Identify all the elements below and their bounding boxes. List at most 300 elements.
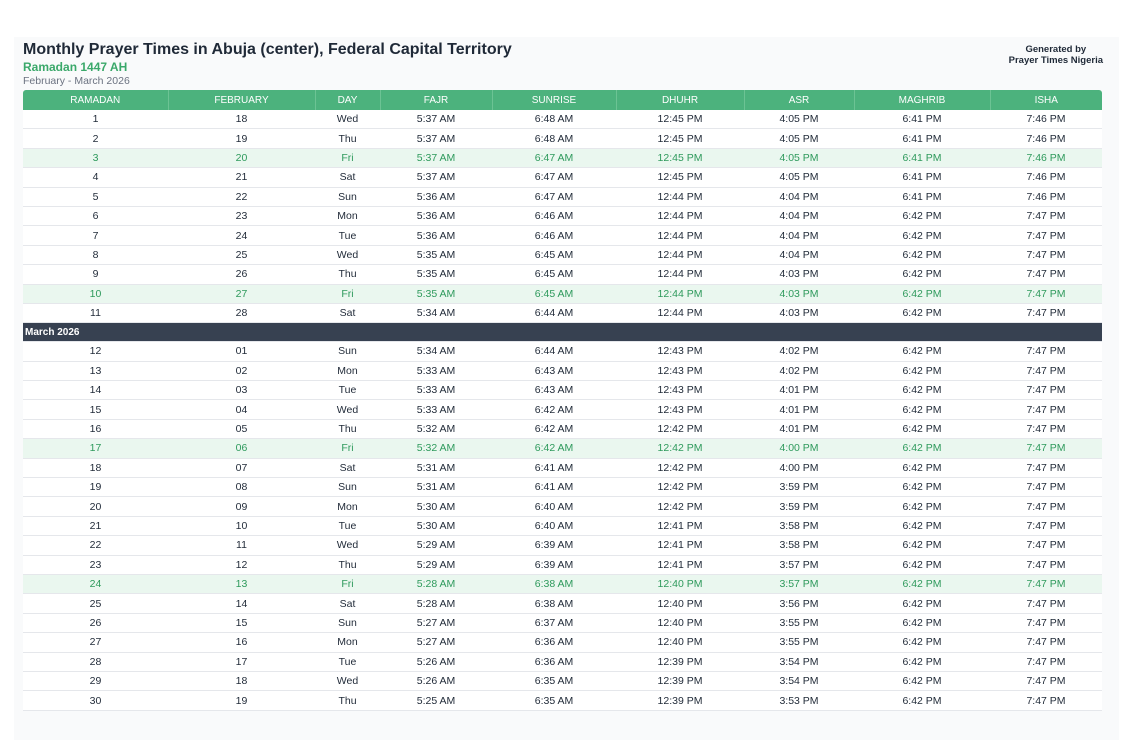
table-row: [23, 458, 1102, 477]
cell-day: Sat: [315, 168, 380, 187]
cell-day: Tue: [315, 516, 380, 535]
cell-ramadan: 27: [23, 633, 168, 652]
cell-fajr: 5:27 AM: [380, 633, 492, 652]
cell-date: 10: [168, 516, 315, 535]
cell-day: Thu: [315, 691, 380, 710]
cell-isha: 7:47 PM: [990, 419, 1102, 438]
cell-day: Wed: [315, 110, 380, 129]
cell-ramadan: 25: [23, 594, 168, 613]
cell-date: 17: [168, 652, 315, 671]
cell-dhuhr: 12:40 PM: [616, 613, 744, 632]
cell-sunrise: 6:36 AM: [492, 652, 616, 671]
cell-asr: 4:05 PM: [744, 110, 854, 129]
cell-day: Tue: [315, 226, 380, 245]
table-row: [23, 187, 1102, 206]
cell-date: 19: [168, 129, 315, 148]
cell-isha: 7:47 PM: [990, 361, 1102, 380]
cell-fajr: 5:30 AM: [380, 516, 492, 535]
cell-isha: 7:47 PM: [990, 497, 1102, 516]
cell-maghrib: 6:42 PM: [854, 381, 990, 400]
cell-dhuhr: 12:42 PM: [616, 478, 744, 497]
table-row: [23, 419, 1102, 438]
cell-dhuhr: 12:39 PM: [616, 671, 744, 690]
cell-maghrib: 6:42 PM: [854, 633, 990, 652]
cell-fajr: 5:26 AM: [380, 671, 492, 690]
cell-fajr: 5:27 AM: [380, 613, 492, 632]
column-header-asr: ASR: [744, 90, 854, 110]
date-range: February - March 2026: [23, 75, 130, 87]
cell-sunrise: 6:37 AM: [492, 613, 616, 632]
table-row: [23, 303, 1102, 322]
cell-asr: 3:56 PM: [744, 594, 854, 613]
cell-maghrib: 6:42 PM: [854, 206, 990, 225]
cell-sunrise: 6:45 AM: [492, 284, 616, 303]
cell-sunrise: 6:40 AM: [492, 516, 616, 535]
cell-isha: 7:47 PM: [990, 400, 1102, 419]
table-row: [23, 284, 1102, 303]
cell-ramadan: 9: [23, 265, 168, 284]
cell-date: 24: [168, 226, 315, 245]
cell-day: Sun: [315, 342, 380, 361]
cell-isha: 7:47 PM: [990, 245, 1102, 264]
cell-dhuhr: 12:44 PM: [616, 284, 744, 303]
cell-asr: 4:03 PM: [744, 303, 854, 322]
cell-day: Wed: [315, 671, 380, 690]
cell-sunrise: 6:47 AM: [492, 187, 616, 206]
table-row: [23, 478, 1102, 497]
cell-asr: 4:05 PM: [744, 148, 854, 167]
cell-isha: 7:47 PM: [990, 555, 1102, 574]
cell-day: Sat: [315, 303, 380, 322]
cell-maghrib: 6:42 PM: [854, 439, 990, 458]
cell-maghrib: 6:41 PM: [854, 187, 990, 206]
cell-asr: 3:57 PM: [744, 555, 854, 574]
cell-date: 27: [168, 284, 315, 303]
cell-asr: 4:04 PM: [744, 187, 854, 206]
cell-isha: 7:47 PM: [990, 439, 1102, 458]
cell-day: Sun: [315, 613, 380, 632]
cell-ramadan: 30: [23, 691, 168, 710]
cell-day: Thu: [315, 555, 380, 574]
cell-fajr: 5:32 AM: [380, 419, 492, 438]
cell-maghrib: 6:42 PM: [854, 400, 990, 419]
cell-sunrise: 6:35 AM: [492, 691, 616, 710]
cell-fajr: 5:34 AM: [380, 303, 492, 322]
cell-sunrise: 6:45 AM: [492, 245, 616, 264]
cell-fajr: 5:34 AM: [380, 342, 492, 361]
cell-fajr: 5:29 AM: [380, 536, 492, 555]
cell-asr: 4:04 PM: [744, 245, 854, 264]
cell-ramadan: 1: [23, 110, 168, 129]
table-row: [23, 516, 1102, 535]
cell-ramadan: 29: [23, 671, 168, 690]
cell-dhuhr: 12:44 PM: [616, 303, 744, 322]
cell-dhuhr: 12:42 PM: [616, 497, 744, 516]
cell-asr: 3:54 PM: [744, 652, 854, 671]
cell-ramadan: 7: [23, 226, 168, 245]
cell-isha: 7:47 PM: [990, 652, 1102, 671]
cell-maghrib: 6:42 PM: [854, 478, 990, 497]
cell-day: Fri: [315, 284, 380, 303]
cell-isha: 7:47 PM: [990, 691, 1102, 710]
cell-ramadan: 2: [23, 129, 168, 148]
cell-maghrib: 6:42 PM: [854, 419, 990, 438]
cell-ramadan: 24: [23, 574, 168, 593]
cell-dhuhr: 12:43 PM: [616, 400, 744, 419]
table-row: [23, 265, 1102, 284]
column-header-fajr: FAJR: [380, 90, 492, 110]
cell-ramadan: 16: [23, 419, 168, 438]
cell-dhuhr: 12:40 PM: [616, 594, 744, 613]
cell-isha: 7:47 PM: [990, 516, 1102, 535]
cell-fajr: 5:25 AM: [380, 691, 492, 710]
cell-day: Fri: [315, 148, 380, 167]
cell-date: 12: [168, 555, 315, 574]
cell-day: Thu: [315, 129, 380, 148]
cell-isha: 7:46 PM: [990, 110, 1102, 129]
cell-isha: 7:47 PM: [990, 633, 1102, 652]
cell-isha: 7:47 PM: [990, 613, 1102, 632]
cell-asr: 4:05 PM: [744, 129, 854, 148]
table-row: [23, 110, 1102, 129]
cell-ramadan: 14: [23, 381, 168, 400]
cell-day: Thu: [315, 419, 380, 438]
cell-dhuhr: 12:39 PM: [616, 691, 744, 710]
cell-ramadan: 17: [23, 439, 168, 458]
cell-fajr: 5:33 AM: [380, 400, 492, 419]
generated-by-name: Prayer Times Nigeria: [1008, 55, 1103, 66]
cell-day: Mon: [315, 206, 380, 225]
cell-fajr: 5:37 AM: [380, 148, 492, 167]
column-header-maghrib: MAGHRIB: [854, 90, 990, 110]
cell-fajr: 5:31 AM: [380, 478, 492, 497]
cell-maghrib: 6:41 PM: [854, 129, 990, 148]
cell-dhuhr: 12:44 PM: [616, 245, 744, 264]
cell-day: Mon: [315, 497, 380, 516]
cell-fajr: 5:36 AM: [380, 187, 492, 206]
cell-asr: 3:57 PM: [744, 574, 854, 593]
table-row: [23, 574, 1102, 593]
cell-dhuhr: 12:42 PM: [616, 419, 744, 438]
cell-day: Wed: [315, 400, 380, 419]
cell-date: 19: [168, 691, 315, 710]
table-row: [23, 536, 1102, 555]
table-row: [23, 206, 1102, 225]
table-row: [23, 381, 1102, 400]
cell-fajr: 5:37 AM: [380, 129, 492, 148]
table-row: [23, 555, 1102, 574]
cell-sunrise: 6:35 AM: [492, 671, 616, 690]
generated-by-label: Generated by: [1025, 44, 1087, 55]
cell-sunrise: 6:38 AM: [492, 574, 616, 593]
cell-maghrib: 6:42 PM: [854, 458, 990, 477]
cell-date: 16: [168, 633, 315, 652]
cell-asr: 4:04 PM: [744, 206, 854, 225]
table-header-row: [23, 90, 1102, 110]
cell-isha: 7:47 PM: [990, 458, 1102, 477]
cell-fajr: 5:33 AM: [380, 361, 492, 380]
cell-dhuhr: 12:44 PM: [616, 206, 744, 225]
cell-date: 18: [168, 671, 315, 690]
cell-maghrib: 6:42 PM: [854, 497, 990, 516]
table-row: [23, 497, 1102, 516]
cell-date: 09: [168, 497, 315, 516]
cell-sunrise: 6:42 AM: [492, 439, 616, 458]
cell-sunrise: 6:42 AM: [492, 400, 616, 419]
ramadan-subtitle: Ramadan 1447 AH: [23, 60, 128, 74]
cell-dhuhr: 12:43 PM: [616, 342, 744, 361]
cell-date: 04: [168, 400, 315, 419]
cell-date: 13: [168, 574, 315, 593]
cell-asr: 3:59 PM: [744, 497, 854, 516]
cell-sunrise: 6:41 AM: [492, 458, 616, 477]
cell-sunrise: 6:42 AM: [492, 419, 616, 438]
cell-fajr: 5:29 AM: [380, 555, 492, 574]
cell-ramadan: 22: [23, 536, 168, 555]
cell-day: Fri: [315, 439, 380, 458]
table-row: [23, 594, 1102, 613]
table-row: [23, 400, 1102, 419]
cell-day: Mon: [315, 361, 380, 380]
cell-date: 18: [168, 110, 315, 129]
cell-sunrise: 6:39 AM: [492, 555, 616, 574]
cell-isha: 7:47 PM: [990, 206, 1102, 225]
cell-asr: 3:59 PM: [744, 478, 854, 497]
cell-isha: 7:47 PM: [990, 381, 1102, 400]
cell-isha: 7:47 PM: [990, 594, 1102, 613]
cell-maghrib: 6:41 PM: [854, 148, 990, 167]
cell-dhuhr: 12:43 PM: [616, 381, 744, 400]
cell-maghrib: 6:41 PM: [854, 110, 990, 129]
cell-fajr: 5:35 AM: [380, 284, 492, 303]
cell-day: Sat: [315, 458, 380, 477]
cell-isha: 7:46 PM: [990, 148, 1102, 167]
cell-sunrise: 6:38 AM: [492, 594, 616, 613]
column-header-day: DAY: [315, 90, 380, 110]
cell-dhuhr: 12:45 PM: [616, 129, 744, 148]
page-title: Monthly Prayer Times in Abuja (center), Federal Capital Territory: [23, 41, 512, 58]
cell-asr: 3:58 PM: [744, 516, 854, 535]
cell-date: 23: [168, 206, 315, 225]
cell-ramadan: 20: [23, 497, 168, 516]
table-row: [23, 226, 1102, 245]
month-separator-label: March 2026: [23, 323, 1102, 342]
cell-day: Sat: [315, 594, 380, 613]
cell-asr: 4:02 PM: [744, 342, 854, 361]
cell-dhuhr: 12:45 PM: [616, 110, 744, 129]
cell-date: 07: [168, 458, 315, 477]
cell-maghrib: 6:42 PM: [854, 613, 990, 632]
cell-asr: 4:03 PM: [744, 284, 854, 303]
cell-maghrib: 6:42 PM: [854, 691, 990, 710]
cell-ramadan: 18: [23, 458, 168, 477]
cell-asr: 4:01 PM: [744, 400, 854, 419]
generated-by: [1009, 44, 1103, 66]
cell-dhuhr: 12:44 PM: [616, 226, 744, 245]
cell-date: 05: [168, 419, 315, 438]
cell-day: Tue: [315, 381, 380, 400]
cell-dhuhr: 12:42 PM: [616, 458, 744, 477]
cell-dhuhr: 12:43 PM: [616, 361, 744, 380]
cell-sunrise: 6:48 AM: [492, 110, 616, 129]
cell-asr: 3:55 PM: [744, 633, 854, 652]
cell-fajr: 5:26 AM: [380, 652, 492, 671]
cell-ramadan: 13: [23, 361, 168, 380]
cell-sunrise: 6:39 AM: [492, 536, 616, 555]
cell-maghrib: 6:42 PM: [854, 284, 990, 303]
cell-sunrise: 6:44 AM: [492, 342, 616, 361]
table-body: [23, 110, 1102, 710]
cell-ramadan: 15: [23, 400, 168, 419]
cell-fajr: 5:32 AM: [380, 439, 492, 458]
cell-asr: 3:53 PM: [744, 691, 854, 710]
table-row: [23, 342, 1102, 361]
cell-isha: 7:47 PM: [990, 226, 1102, 245]
cell-maghrib: 6:42 PM: [854, 342, 990, 361]
cell-asr: 4:01 PM: [744, 419, 854, 438]
cell-date: 15: [168, 613, 315, 632]
cell-date: 28: [168, 303, 315, 322]
cell-fajr: 5:35 AM: [380, 245, 492, 264]
cell-isha: 7:47 PM: [990, 478, 1102, 497]
cell-maghrib: 6:42 PM: [854, 245, 990, 264]
cell-asr: 4:00 PM: [744, 439, 854, 458]
cell-maghrib: 6:42 PM: [854, 555, 990, 574]
cell-date: 21: [168, 168, 315, 187]
cell-maghrib: 6:42 PM: [854, 361, 990, 380]
cell-maghrib: 6:42 PM: [854, 516, 990, 535]
cell-dhuhr: 12:44 PM: [616, 265, 744, 284]
cell-date: 26: [168, 265, 315, 284]
cell-dhuhr: 12:41 PM: [616, 536, 744, 555]
cell-maghrib: 6:42 PM: [854, 574, 990, 593]
cell-ramadan: 5: [23, 187, 168, 206]
cell-maghrib: 6:42 PM: [854, 265, 990, 284]
column-header-dhuhr: DHUHR: [616, 90, 744, 110]
cell-ramadan: 6: [23, 206, 168, 225]
cell-fajr: 5:37 AM: [380, 110, 492, 129]
cell-maghrib: 6:42 PM: [854, 652, 990, 671]
cell-asr: 4:02 PM: [744, 361, 854, 380]
cell-ramadan: 4: [23, 168, 168, 187]
cell-day: Fri: [315, 574, 380, 593]
table-row: [23, 439, 1102, 458]
cell-isha: 7:46 PM: [990, 129, 1102, 148]
cell-isha: 7:47 PM: [990, 284, 1102, 303]
cell-dhuhr: 12:42 PM: [616, 439, 744, 458]
cell-isha: 7:47 PM: [990, 671, 1102, 690]
cell-sunrise: 6:47 AM: [492, 168, 616, 187]
cell-asr: 3:55 PM: [744, 613, 854, 632]
cell-date: 03: [168, 381, 315, 400]
column-header-isha: ISHA: [990, 90, 1102, 110]
cell-isha: 7:47 PM: [990, 265, 1102, 284]
cell-asr: 4:00 PM: [744, 458, 854, 477]
cell-maghrib: 6:42 PM: [854, 536, 990, 555]
cell-ramadan: 12: [23, 342, 168, 361]
cell-day: Wed: [315, 245, 380, 264]
cell-asr: 3:54 PM: [744, 671, 854, 690]
cell-ramadan: 19: [23, 478, 168, 497]
cell-day: Tue: [315, 652, 380, 671]
cell-sunrise: 6:45 AM: [492, 265, 616, 284]
cell-date: 02: [168, 361, 315, 380]
cell-asr: 4:04 PM: [744, 226, 854, 245]
cell-sunrise: 6:44 AM: [492, 303, 616, 322]
cell-isha: 7:46 PM: [990, 187, 1102, 206]
cell-fajr: 5:36 AM: [380, 206, 492, 225]
cell-ramadan: 8: [23, 245, 168, 264]
cell-sunrise: 6:46 AM: [492, 226, 616, 245]
cell-sunrise: 6:36 AM: [492, 633, 616, 652]
column-header-february: FEBRUARY: [168, 90, 315, 110]
cell-date: 20: [168, 148, 315, 167]
cell-maghrib: 6:42 PM: [854, 303, 990, 322]
cell-ramadan: 23: [23, 555, 168, 574]
cell-maghrib: 6:41 PM: [854, 168, 990, 187]
cell-isha: 7:46 PM: [990, 168, 1102, 187]
cell-ramadan: 11: [23, 303, 168, 322]
table-row: [23, 691, 1102, 710]
cell-sunrise: 6:41 AM: [492, 478, 616, 497]
cell-sunrise: 6:46 AM: [492, 206, 616, 225]
cell-sunrise: 6:48 AM: [492, 129, 616, 148]
table-row: [23, 652, 1102, 671]
table-row: [23, 168, 1102, 187]
cell-ramadan: 10: [23, 284, 168, 303]
cell-sunrise: 6:40 AM: [492, 497, 616, 516]
cell-day: Wed: [315, 536, 380, 555]
cell-ramadan: 21: [23, 516, 168, 535]
cell-maghrib: 6:42 PM: [854, 226, 990, 245]
cell-date: 08: [168, 478, 315, 497]
table-row: [23, 245, 1102, 264]
table-row: [23, 613, 1102, 632]
cell-fajr: 5:35 AM: [380, 265, 492, 284]
cell-ramadan: 3: [23, 148, 168, 167]
cell-asr: 4:05 PM: [744, 168, 854, 187]
table-row: [23, 671, 1102, 690]
cell-ramadan: 26: [23, 613, 168, 632]
cell-fajr: 5:28 AM: [380, 594, 492, 613]
column-header-ramadan: RAMADAN: [23, 90, 168, 110]
column-header-sunrise: SUNRISE: [492, 90, 616, 110]
cell-date: 22: [168, 187, 315, 206]
cell-fajr: 5:28 AM: [380, 574, 492, 593]
cell-isha: 7:47 PM: [990, 342, 1102, 361]
cell-dhuhr: 12:44 PM: [616, 187, 744, 206]
month-separator-row: [23, 323, 1102, 342]
cell-day: Sun: [315, 187, 380, 206]
cell-date: 06: [168, 439, 315, 458]
cell-asr: 3:58 PM: [744, 536, 854, 555]
cell-date: 11: [168, 536, 315, 555]
cell-fajr: 5:36 AM: [380, 226, 492, 245]
cell-sunrise: 6:43 AM: [492, 381, 616, 400]
cell-dhuhr: 12:40 PM: [616, 574, 744, 593]
prayer-times-table: [23, 90, 1102, 711]
table-row: [23, 633, 1102, 652]
cell-day: Thu: [315, 265, 380, 284]
cell-date: 25: [168, 245, 315, 264]
cell-maghrib: 6:42 PM: [854, 594, 990, 613]
cell-dhuhr: 12:40 PM: [616, 633, 744, 652]
cell-maghrib: 6:42 PM: [854, 671, 990, 690]
cell-isha: 7:47 PM: [990, 303, 1102, 322]
cell-date: 14: [168, 594, 315, 613]
table-row: [23, 129, 1102, 148]
cell-fajr: 5:33 AM: [380, 381, 492, 400]
